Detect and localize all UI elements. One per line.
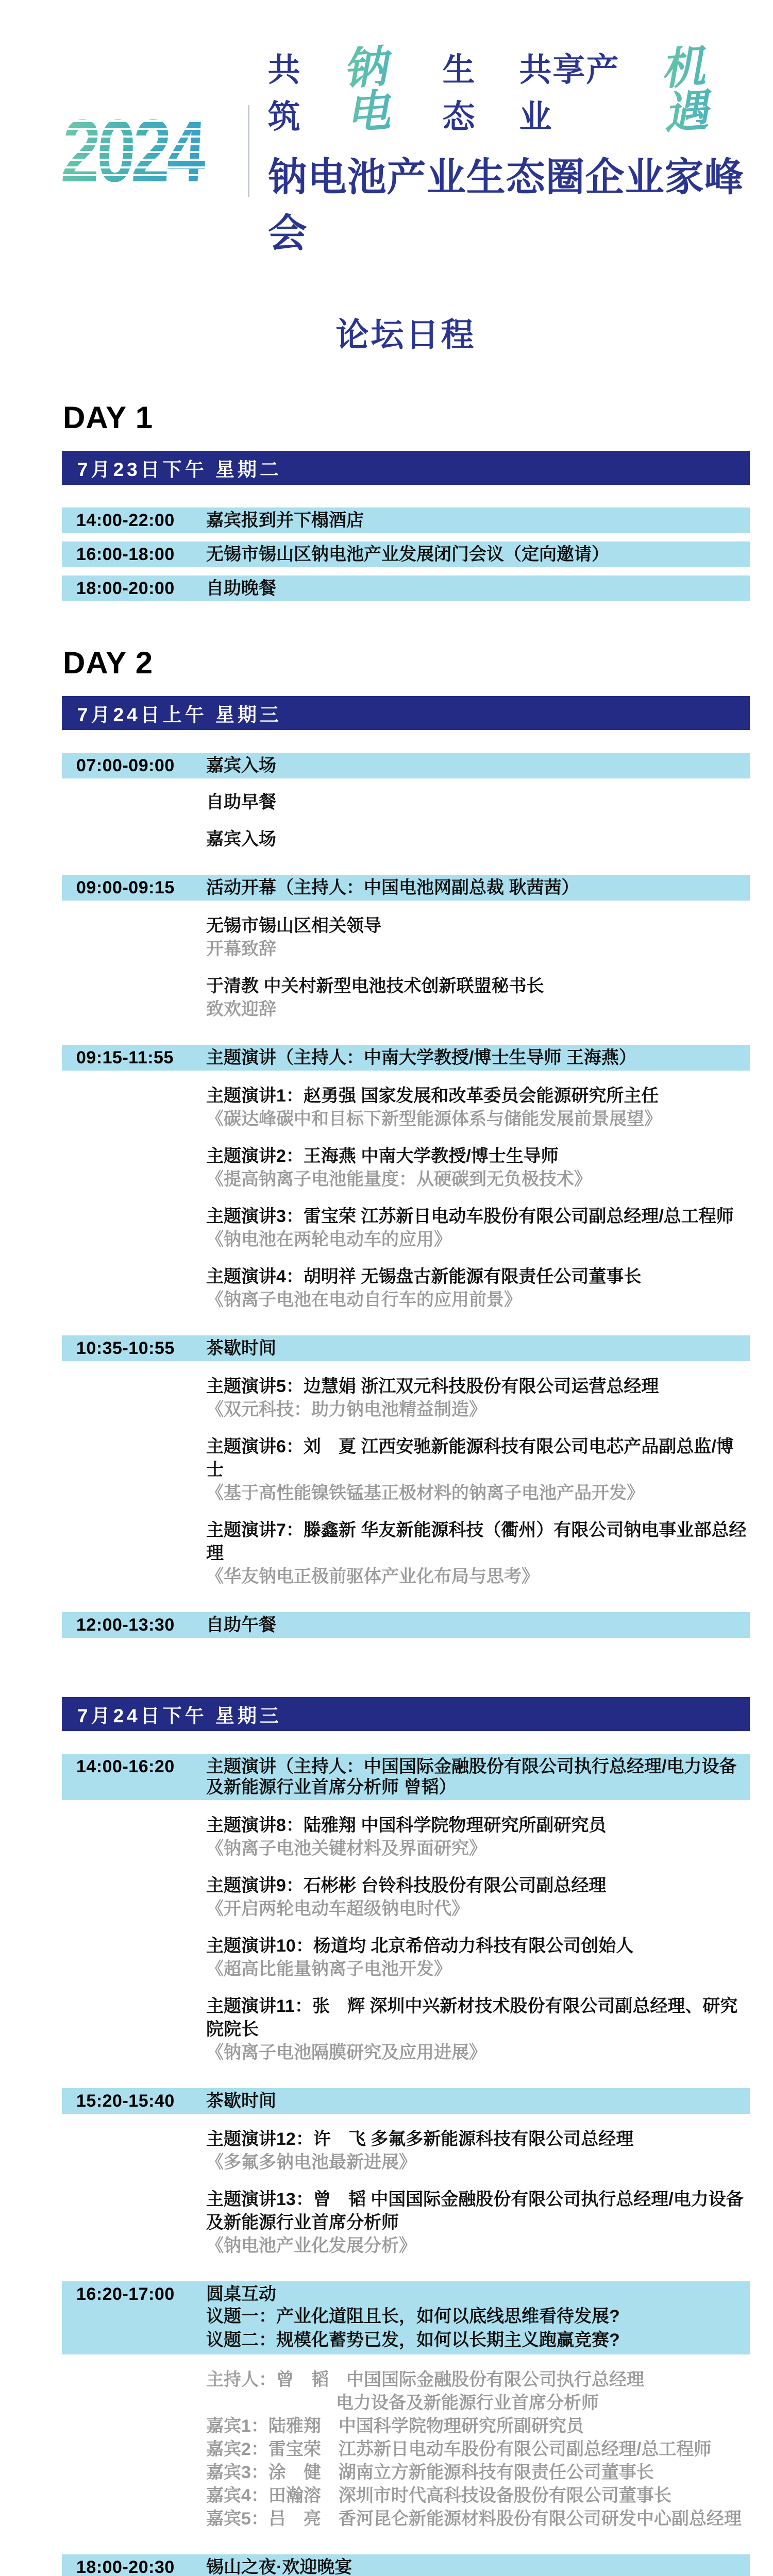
session-date-bar	[62, 696, 750, 730]
detail-line: 主题演讲3：雷宝荣 江苏新日电动车股份有限公司副总经理/总工程师	[206, 1207, 734, 1226]
schedule-item	[62, 507, 750, 533]
activity-cell	[206, 1338, 740, 1359]
activity-title: 锡山之夜·欢迎晚宴	[206, 2557, 352, 2576]
activity-title: 活动开幕（主持人：中国电池网副总裁 耿茜茜）	[206, 878, 579, 897]
event-title-block	[260, 44, 750, 258]
schedule-item	[62, 541, 750, 567]
activity-title: 茶歇时间	[206, 2091, 276, 2111]
detail-block	[206, 914, 750, 1021]
detail-line-gray: 《钠电池产业化发展分析》	[206, 2236, 416, 2256]
day-sessions	[62, 451, 750, 601]
schedule-item	[62, 575, 750, 601]
session-date-bar	[62, 451, 750, 485]
time-label: 07:00-09:00	[76, 756, 175, 775]
schedule-item	[62, 753, 750, 851]
time-label: 18:00-20:30	[76, 2557, 175, 2576]
tagline-word: 共筑	[267, 52, 301, 135]
roundtable-topic: 议题二：规模化蓄势已发，如何以长期主义跑赢竞赛?	[206, 2330, 620, 2350]
detail-line: 主题演讲13：曾 韬 中国国际金融股份有限公司执行总经理/电力设备及新能源行业首席分析师	[206, 2190, 744, 2232]
schedule-item	[62, 1754, 750, 2064]
detail-line-gray: 开幕致辞	[206, 939, 276, 959]
schedule-item	[62, 1045, 750, 1312]
time-label: 18:00-20:00	[76, 579, 175, 598]
event-tagline	[268, 44, 750, 138]
schedule-row	[62, 1612, 750, 1638]
schedule-row	[62, 1754, 750, 1800]
logo-divider	[248, 105, 249, 197]
activity-title: 无锡市锡山区钠电池产业发展闭门会议（定向邀请）	[206, 545, 609, 564]
event-header	[59, 42, 750, 258]
activity-title: 自助晚餐	[206, 579, 276, 598]
logo-2024: 2024	[59, 107, 209, 195]
activity-cell	[206, 1756, 740, 1798]
detail-block	[206, 1814, 750, 2064]
detail-line: 主题演讲2：王海燕 中南大学教授/博士生导师	[206, 1146, 559, 1166]
event-title: 钠电池产业生态圈企业家峰会	[267, 156, 744, 256]
detail-line: 主题演讲10：杨道均 北京希倍动力科技有限公司创始人	[206, 1936, 634, 1956]
time-label: 09:00-09:15	[76, 878, 175, 897]
activity-cell	[206, 1047, 740, 1068]
detail-line: 主题演讲7：滕鑫新 华友新能源科技（衢州）有限公司钠电事业部总经理	[206, 1520, 747, 1563]
detail-line-gray: 主持人：曾 韬 中国国际金融股份有限公司执行总经理	[206, 2370, 644, 2389]
schedule-row	[62, 507, 750, 533]
time-label: 10:35-10:55	[76, 1338, 175, 1358]
detail-block	[206, 791, 750, 851]
detail-line-gray: 嘉宾5：吕 亮 香河昆仑新能源材料股份有限公司研发中心副总经理	[206, 2509, 742, 2529]
activity-title: 嘉宾报到并下榻酒店	[206, 511, 364, 530]
tagline-word: 生态	[442, 52, 476, 135]
session-date-label: 7月23日下午 星期二	[77, 459, 282, 480]
detail-line-gray: 《华友钠电正极前驱体产业化布局与思考》	[206, 1567, 539, 1586]
session-rows	[62, 753, 750, 1638]
schedule-item	[62, 2088, 750, 2258]
detail-line-gray: 《钠离子电池在电动自行车的应用前景》	[206, 1290, 522, 1310]
schedule-row	[62, 1335, 750, 1361]
detail-line: 自助早餐	[206, 792, 276, 812]
detail-line-gray: 《基于高性能镍铁锰基正极材料的钠离子电池产品开发》	[206, 1483, 644, 1503]
activity-cell	[206, 2284, 740, 2352]
time-label: 15:20-15:40	[76, 2091, 175, 2111]
schedule-row	[62, 1045, 750, 1071]
session-rows	[62, 507, 750, 601]
detail-line: 主题演讲9：石彬彬 台铃科技股份有限公司副总经理	[206, 1876, 607, 1895]
activity-title: 主题演讲（主持人：中南大学教授/博士生导师 王海燕）	[206, 1048, 636, 1067]
activity-title: 主题演讲（主持人：中国国际金融股份有限公司执行总经理/电力设备及新能源行业首席分析师 曾韬）	[206, 1757, 737, 1797]
day-label: DAY 2	[63, 646, 154, 680]
detail-line-gray: 嘉宾1：陆雅翔 中国科学院物理研究所副研究员	[206, 2416, 584, 2436]
detail-line-gray: 《提高钠离子电池能量度：从硬碳到无负极技术》	[206, 1170, 592, 1189]
session-date-label: 7月24日上午 星期三	[77, 704, 282, 725]
time-label: 14:00-16:20	[76, 1757, 175, 1776]
activity-title: 自助午餐	[206, 1615, 276, 1635]
schedule-row	[62, 875, 750, 901]
schedule-row	[62, 541, 750, 567]
schedule-row	[62, 2554, 750, 2576]
page-title: 论坛日程	[335, 316, 476, 353]
activity-cell	[206, 544, 740, 565]
activity-cell	[206, 510, 740, 531]
schedule-row	[62, 2281, 750, 2354]
schedule-item	[62, 1335, 750, 1588]
detail-line-gray: 电力设备及新能源行业首席分析师	[336, 2393, 599, 2413]
detail-line-gray: 嘉宾3：涂 健 湖南立方新能源科技有限责任公司董事长	[206, 2463, 654, 2482]
day-sessions	[62, 696, 750, 2576]
activity-title: 圆桌互动	[206, 2284, 276, 2304]
time-label: 09:15-11:55	[76, 1048, 174, 1067]
activity-title: 嘉宾入场	[206, 756, 276, 775]
schedule-item	[62, 875, 750, 1021]
detail-block	[206, 1375, 750, 1588]
detail-line-gray: 《多氟多钠电池最新进展》	[206, 2153, 416, 2172]
schedule-item	[62, 2281, 750, 2531]
detail-line-gray: 嘉宾4：田瀚溶 深圳市时代高科技设备股份有限公司董事长	[206, 2486, 671, 2505]
detail-line: 主题演讲6：刘 夏 江西安驰新能源科技有限公司电芯产品副总监/博士	[206, 1437, 734, 1480]
activity-title: 茶歇时间	[206, 1338, 276, 1358]
schedule-row	[62, 2088, 750, 2114]
activity-cell	[206, 877, 740, 898]
time-label: 12:00-13:30	[76, 1615, 175, 1635]
detail-line: 主题演讲8：陆雅翔 中国科学院物理研究所副研究员	[206, 1816, 607, 1835]
activity-cell	[206, 2091, 740, 2111]
detail-line-gray: 《钠离子电池隔膜研究及应用进展》	[206, 2043, 486, 2062]
detail-block	[206, 1084, 750, 1312]
tagline-script-word: 机遇	[659, 41, 753, 135]
detail-line: 主题演讲5：边慧娟 浙江双元科技股份有限公司运营总经理	[206, 1377, 659, 1396]
detail-line-gray: 《超高比能量钠离子电池开发》	[206, 1959, 451, 1979]
schedule-row	[62, 575, 750, 601]
activity-cell	[206, 755, 740, 776]
detail-line: 于清教 中关村新型电池技术创新联盟秘书长	[206, 976, 544, 996]
detail-block	[206, 2128, 750, 2258]
schedule-row	[62, 753, 750, 778]
detail-block	[206, 2368, 750, 2531]
detail-line-gray: 《碳达峰碳中和目标下新型能源体系与储能发展前景展望》	[206, 1109, 662, 1129]
activity-cell	[206, 2557, 740, 2576]
tagline-script-word: 钠电	[341, 41, 435, 135]
detail-line-gray: 《双元科技：助力钠电池精益制造》	[206, 1400, 486, 1419]
roundtable-topic: 议题一：产业化道阻且长，如何以底线思维看待发展?	[206, 2307, 620, 2326]
detail-line: 主题演讲1：赵勇强 国家发展和改革委员会能源研究所主任	[206, 1086, 659, 1106]
detail-line-gray: 《钠离子电池关键材料及界面研究》	[206, 1839, 486, 1858]
detail-line: 主题演讲12：许 飞 多氟多新能源科技有限公司总经理	[206, 2129, 634, 2149]
detail-line: 嘉宾入场	[206, 829, 276, 849]
session-block	[62, 1697, 750, 2576]
activity-cell	[206, 1615, 740, 1635]
session-block	[62, 696, 750, 1638]
schedule-item	[62, 2554, 750, 2576]
tagline-word: 共享产业	[519, 52, 620, 135]
schedule-item	[62, 1612, 750, 1638]
detail-line: 主题演讲11：张 辉 深圳中兴新材技术股份有限公司副总经理、研究院院长	[206, 1996, 738, 2039]
day-section	[62, 400, 750, 601]
detail-line-gray: 《钠电池在两轮电动车的应用》	[206, 1230, 451, 1249]
time-label: 16:00-18:00	[76, 545, 175, 564]
detail-line: 无锡市锡山区相关领导	[206, 916, 381, 936]
session-date-bar	[62, 1697, 750, 1731]
detail-line-gray: 《开启两轮电动车超级钠电时代》	[206, 1899, 469, 1919]
session-rows	[62, 1754, 750, 2576]
detail-line: 主题演讲4：胡明祥 无锡盘古新能源有限责任公司董事长	[206, 1267, 642, 1286]
time-label: 14:00-22:00	[76, 511, 175, 530]
session-date-label: 7月24日下午 星期三	[77, 1705, 282, 1726]
detail-line-gray: 嘉宾2：雷宝荣 江苏新日电动车股份有限公司副总经理/总工程师	[206, 2439, 712, 2459]
day-label: DAY 1	[63, 400, 154, 435]
day-section	[62, 645, 750, 2576]
session-block	[62, 451, 750, 601]
detail-line-gray: 致欢迎辞	[206, 999, 276, 1019]
activity-cell	[206, 578, 740, 599]
time-label: 16:20-17:00	[76, 2284, 175, 2304]
agenda-days	[62, 400, 750, 2576]
agenda-document	[59, 0, 750, 2576]
